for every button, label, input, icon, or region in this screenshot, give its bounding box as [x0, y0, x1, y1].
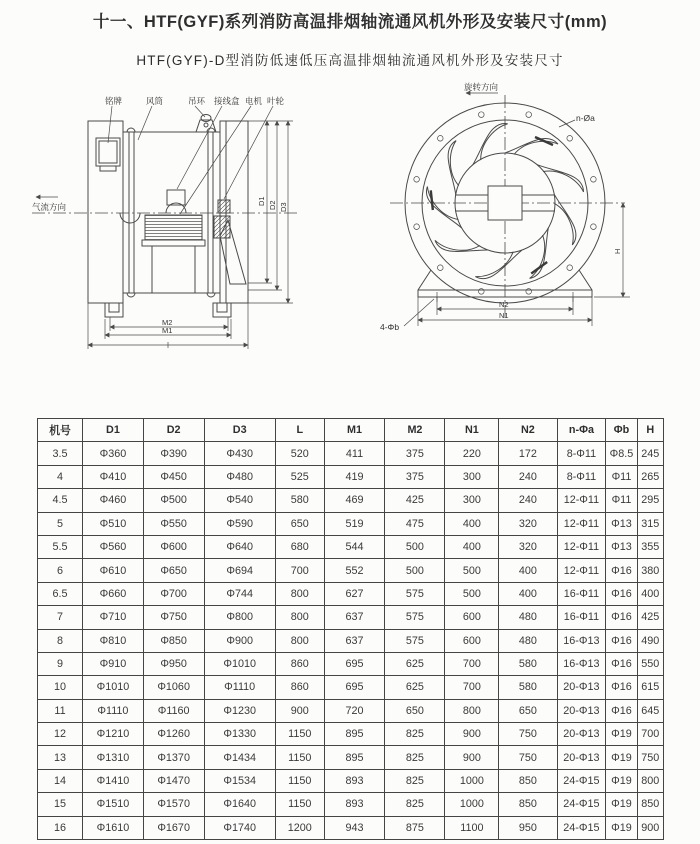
table-cell: 580	[275, 489, 324, 512]
table-cell: 519	[324, 512, 385, 535]
table-cell: 375	[385, 442, 445, 465]
table-cell: 750	[499, 723, 557, 746]
table-cell: Φ550	[143, 512, 204, 535]
table-cell: 24-Φ15	[557, 769, 606, 792]
table-cell: 400	[445, 512, 499, 535]
impeller-blade	[505, 138, 558, 154]
table-cell: 425	[385, 489, 445, 512]
table-cell: 400	[499, 582, 557, 605]
table-row	[38, 559, 664, 582]
table-cell: Φ19	[606, 769, 637, 792]
table-cell: 825	[385, 746, 445, 769]
table-cell: 900	[445, 723, 499, 746]
table-cell: 580	[499, 652, 557, 675]
table-cell: Φ1370	[143, 746, 204, 769]
table-row	[38, 535, 664, 558]
table-cell: 1150	[275, 769, 324, 792]
table-cell: Φ16	[606, 699, 637, 722]
table-cell: Φ560	[83, 535, 144, 558]
table-cell: Φ19	[606, 723, 637, 746]
table-cell: 7	[38, 606, 83, 629]
table-cell: 425	[637, 606, 663, 629]
impeller-blade	[553, 192, 578, 247]
table-body	[38, 442, 664, 840]
table-cell: 650	[275, 512, 324, 535]
table-cell: 625	[385, 676, 445, 699]
table-cell: 943	[324, 816, 385, 839]
table-cell: 860	[275, 676, 324, 699]
table-cell: Φ850	[143, 629, 204, 652]
impeller-shape	[214, 200, 246, 284]
airflow-label: 气流方向	[32, 202, 67, 212]
table-cell: 1000	[445, 769, 499, 792]
column-header: 机号	[38, 419, 83, 442]
mounting-feet	[105, 303, 231, 317]
table-cell: 500	[385, 535, 445, 558]
table-cell: 20-Φ13	[557, 676, 606, 699]
table-cell: 550	[637, 652, 663, 675]
bolt-hole	[567, 265, 573, 271]
table-cell: 6.5	[38, 582, 83, 605]
bolt-hole	[526, 112, 532, 118]
table-cell: Φ910	[83, 652, 144, 675]
table-cell: 700	[445, 676, 499, 699]
table-cell: 490	[637, 629, 663, 652]
table-cell: Φ1110	[83, 699, 144, 722]
table-header-row	[38, 419, 664, 442]
dim-label-h: H	[613, 248, 622, 254]
table-cell: 600	[445, 629, 499, 652]
table-cell: 637	[324, 629, 385, 652]
table-cell: 4.5	[38, 489, 83, 512]
flange-holes-label: n-Øa	[576, 113, 595, 123]
table-cell: Φ1670	[143, 816, 204, 839]
table-cell: Φ11	[606, 489, 637, 512]
table-cell: 575	[385, 606, 445, 629]
table-cell: 400	[499, 559, 557, 582]
table-cell: 16	[38, 816, 83, 839]
label-lifting-ring: 吊环	[188, 96, 206, 106]
table-cell: 172	[499, 442, 557, 465]
table-cell: Φ1534	[204, 769, 275, 792]
table-cell: 700	[275, 559, 324, 582]
table-cell: 1200	[275, 816, 324, 839]
table-cell: Φ510	[83, 512, 144, 535]
dim-label-n1: N1	[499, 311, 509, 320]
table-cell: Φ1740	[204, 816, 275, 839]
diameter-dimensions	[248, 121, 293, 303]
table-cell: 20-Φ13	[557, 746, 606, 769]
table-cell: 10	[38, 676, 83, 699]
table-cell: Φ1330	[204, 723, 275, 746]
column-header: Φb	[606, 419, 637, 442]
table-cell: 240	[499, 465, 557, 488]
table-row	[38, 746, 664, 769]
table-row	[38, 606, 664, 629]
table-cell: 520	[275, 442, 324, 465]
table-cell: Φ13	[606, 535, 637, 558]
table-cell: 500	[445, 582, 499, 605]
label-duct: 风筒	[146, 96, 164, 106]
table-cell: Φ750	[143, 606, 204, 629]
table-cell: 637	[324, 606, 385, 629]
table-cell: 8-Φ11	[557, 442, 606, 465]
table-cell: Φ650	[143, 559, 204, 582]
impeller-blade	[441, 140, 466, 195]
table-cell: 700	[637, 723, 663, 746]
table-cell: Φ16	[606, 629, 637, 652]
column-header: M2	[385, 419, 445, 442]
table-cell: Φ1570	[143, 793, 204, 816]
table-cell: Φ1230	[204, 699, 275, 722]
table-cell: Φ390	[143, 442, 204, 465]
table-cell: Φ1470	[143, 769, 204, 792]
part-labels	[105, 96, 285, 214]
bolt-hole	[438, 265, 444, 271]
dim-label-n2: N2	[499, 300, 509, 309]
table-cell: 24-Φ15	[557, 816, 606, 839]
table-cell: 13	[38, 746, 83, 769]
table-cell: Φ1310	[83, 746, 144, 769]
table-row	[38, 723, 664, 746]
table-cell: 6	[38, 559, 83, 582]
table-cell: 800	[275, 606, 324, 629]
table-cell: Φ744	[204, 582, 275, 605]
table-cell: 1150	[275, 793, 324, 816]
table-cell: 220	[445, 442, 499, 465]
bolt-hole	[591, 224, 597, 230]
table-cell: Φ810	[83, 629, 144, 652]
table-cell: Φ450	[143, 465, 204, 488]
table-cell: Φ8.5	[606, 442, 637, 465]
table-cell: Φ900	[204, 629, 275, 652]
table-cell: 3.5	[38, 442, 83, 465]
table-cell: 419	[324, 465, 385, 488]
table-cell: 680	[275, 535, 324, 558]
table-cell: 15	[38, 793, 83, 816]
length-dimensions	[88, 303, 248, 349]
table-cell: 825	[385, 769, 445, 792]
table-cell: Φ710	[83, 606, 144, 629]
dim-label-m2: M2	[162, 318, 173, 327]
table-cell: 750	[499, 746, 557, 769]
side-view-drawing	[30, 88, 380, 353]
table-cell: 500	[445, 559, 499, 582]
column-header: M1	[324, 419, 385, 442]
dim-label-d3: D3	[279, 202, 288, 212]
table-cell: 825	[385, 793, 445, 816]
table-cell: 800	[275, 582, 324, 605]
table-cell: 500	[385, 559, 445, 582]
table-cell: Φ1434	[204, 746, 275, 769]
table-cell: Φ1160	[143, 699, 204, 722]
table-cell: Φ1060	[143, 676, 204, 699]
bolt-hole	[414, 224, 420, 230]
table-row	[38, 442, 664, 465]
table-cell: 265	[637, 465, 663, 488]
table-cell: 295	[637, 489, 663, 512]
table-cell: 16-Φ11	[557, 582, 606, 605]
table-row	[38, 676, 664, 699]
label-motor: 电机	[245, 96, 263, 106]
table-cell: 695	[324, 652, 385, 675]
table-cell: 650	[499, 699, 557, 722]
column-header: D2	[143, 419, 204, 442]
impeller-blade	[463, 119, 514, 165]
table-cell: 11	[38, 699, 83, 722]
table-cell: 300	[445, 465, 499, 488]
table-cell: Φ11	[606, 465, 637, 488]
table-cell: 1100	[445, 816, 499, 839]
table-row	[38, 582, 664, 605]
table-cell: 895	[324, 723, 385, 746]
bolt-hole	[414, 177, 420, 183]
table-cell: 480	[499, 606, 557, 629]
table-cell: Φ19	[606, 793, 637, 816]
table-cell: 900	[637, 816, 663, 839]
table-cell: Φ640	[204, 535, 275, 558]
table-cell: Φ500	[143, 489, 204, 512]
table-cell: 750	[637, 746, 663, 769]
table-cell: 893	[324, 769, 385, 792]
table-cell: 24-Φ15	[557, 793, 606, 816]
airflow-direction-arrow	[32, 197, 67, 212]
table-cell: 695	[324, 676, 385, 699]
dim-label-m1: M1	[162, 326, 173, 335]
table-cell: 875	[385, 816, 445, 839]
table-cell: Φ410	[83, 465, 144, 488]
table-cell: Φ1260	[143, 723, 204, 746]
table-cell: Φ1010	[83, 676, 144, 699]
table-cell: Φ540	[204, 489, 275, 512]
table-row	[38, 465, 664, 488]
table-cell: 12-Φ11	[557, 512, 606, 535]
label-impeller: 叶轮	[267, 96, 285, 106]
column-header: n-Φa	[557, 419, 606, 442]
impeller-blade	[433, 230, 488, 263]
table-cell: Φ480	[204, 465, 275, 488]
bolt-hole	[567, 136, 573, 142]
table-cell: 1150	[275, 746, 324, 769]
table-cell: 245	[637, 442, 663, 465]
table-cell: 625	[385, 652, 445, 675]
table-row	[38, 769, 664, 792]
table-row	[38, 652, 664, 675]
table-cell: 627	[324, 582, 385, 605]
table-cell: 16-Φ13	[557, 629, 606, 652]
table-cell: 800	[445, 699, 499, 722]
table-cell: Φ1210	[83, 723, 144, 746]
height-dimension	[594, 203, 630, 297]
table-cell: Φ19	[606, 746, 637, 769]
table-cell: 900	[445, 746, 499, 769]
table-row	[38, 512, 664, 535]
table-cell: 12-Φ11	[557, 489, 606, 512]
table-cell: 615	[637, 676, 663, 699]
dim-label-d1: D1	[257, 196, 266, 206]
table-cell: 16-Φ13	[557, 652, 606, 675]
table-cell: Φ19	[606, 816, 637, 839]
table-cell: 400	[637, 582, 663, 605]
table-cell: Φ610	[83, 559, 144, 582]
table-cell: 860	[275, 652, 324, 675]
table-cell: 600	[445, 606, 499, 629]
table-cell: Φ694	[204, 559, 275, 582]
table-cell: 5.5	[38, 535, 83, 558]
table-cell: Φ700	[143, 582, 204, 605]
table-cell: 320	[499, 512, 557, 535]
impeller-blade	[472, 249, 527, 282]
table-row	[38, 699, 664, 722]
table-cell: 380	[637, 559, 663, 582]
table-cell: 893	[324, 793, 385, 816]
rotation-direction	[464, 82, 499, 93]
table-cell: 950	[499, 816, 557, 839]
column-header: D3	[204, 419, 275, 442]
table-cell: Φ460	[83, 489, 144, 512]
table-cell: Φ800	[204, 606, 275, 629]
table-cell: 480	[499, 629, 557, 652]
table-cell: 5	[38, 512, 83, 535]
table-cell: Φ430	[204, 442, 275, 465]
table-cell: 580	[499, 676, 557, 699]
table-cell: Φ360	[83, 442, 144, 465]
base-width-dimensions	[418, 297, 592, 326]
table-cell: 469	[324, 489, 385, 512]
label-junction-box: 接线盒	[214, 96, 240, 106]
table-cell: 850	[637, 793, 663, 816]
table-cell: Φ660	[83, 582, 144, 605]
table-cell: 8-Φ11	[557, 465, 606, 488]
table-cell: Φ600	[143, 535, 204, 558]
table-cell: Φ16	[606, 676, 637, 699]
base-holes-callout	[380, 299, 434, 332]
table-cell: 1150	[275, 723, 324, 746]
table-cell: Φ16	[606, 652, 637, 675]
table-cell: 4	[38, 465, 83, 488]
table-cell: Φ13	[606, 512, 637, 535]
table-cell: 320	[499, 535, 557, 558]
column-header: N1	[445, 419, 499, 442]
table-cell: Φ16	[606, 559, 637, 582]
table-cell: Φ950	[143, 652, 204, 675]
table-cell: 411	[324, 442, 385, 465]
table-cell: 300	[445, 489, 499, 512]
page-title: 十一、HTF(GYF)系列消防高温排烟轴流通风机外形及安装尺寸(mm)	[92, 13, 608, 31]
table-cell: 850	[499, 769, 557, 792]
table-cell: 240	[499, 489, 557, 512]
table-row	[38, 629, 664, 652]
table-cell: Φ1640	[204, 793, 275, 816]
impeller-blade	[521, 227, 561, 281]
table-row	[38, 793, 664, 816]
table-cell: 315	[637, 512, 663, 535]
table-cell: 895	[324, 746, 385, 769]
table-cell: 800	[637, 769, 663, 792]
column-header: N2	[499, 419, 557, 442]
table-cell: 800	[275, 629, 324, 652]
table-cell: 400	[445, 535, 499, 558]
table-cell: Φ1410	[83, 769, 144, 792]
column-header: H	[637, 419, 663, 442]
base-holes-label: 4-Φb	[380, 322, 400, 332]
table-cell: Φ1610	[83, 816, 144, 839]
table-cell: Φ16	[606, 606, 637, 629]
table-cell: 20-Φ13	[557, 699, 606, 722]
table-cell: 1000	[445, 793, 499, 816]
table-cell: 650	[385, 699, 445, 722]
table-cell: 14	[38, 769, 83, 792]
page-subtitle: HTF(GYF)-D型消防低速低压高温排烟轴流通风机外形及安装尺寸	[136, 53, 564, 68]
table-cell: 575	[385, 629, 445, 652]
table-cell: 850	[499, 793, 557, 816]
table-cell: 720	[324, 699, 385, 722]
label-nameplate: 铭牌	[105, 96, 123, 106]
table-row	[38, 816, 664, 839]
bolt-hole	[479, 112, 485, 118]
table-cell: 552	[324, 559, 385, 582]
dimension-table	[37, 418, 664, 840]
bolt-hole	[591, 177, 597, 183]
table-cell: 900	[275, 699, 324, 722]
table-cell: 20-Φ13	[557, 723, 606, 746]
table-cell: 12-Φ11	[557, 559, 606, 582]
table-cell: Φ1110	[204, 676, 275, 699]
table-cell: 475	[385, 512, 445, 535]
table-cell: 645	[637, 699, 663, 722]
table-cell: Φ590	[204, 512, 275, 535]
table-cell: 525	[275, 465, 324, 488]
impeller-blade	[536, 154, 587, 200]
bolt-hole	[479, 289, 485, 295]
table-cell: 700	[445, 652, 499, 675]
table-cell: 575	[385, 582, 445, 605]
motor-shape	[142, 215, 205, 293]
table-cell: 355	[637, 535, 663, 558]
front-view-drawing	[378, 78, 678, 363]
table-cell: 375	[385, 465, 445, 488]
bolt-hole	[526, 289, 532, 295]
table-cell: 16-Φ11	[557, 606, 606, 629]
table-cell: Φ1510	[83, 793, 144, 816]
flange-holes-callout	[559, 113, 595, 127]
table-cell: 8	[38, 629, 83, 652]
table-cell: Φ1010	[204, 652, 275, 675]
table-cell: Φ16	[606, 582, 637, 605]
table-cell: 9	[38, 652, 83, 675]
table-row	[38, 489, 664, 512]
table-cell: 825	[385, 723, 445, 746]
table-cell: 544	[324, 535, 385, 558]
rotation-label: 旋转方向	[464, 82, 499, 92]
column-header: L	[275, 419, 324, 442]
table-cell: 12	[38, 723, 83, 746]
column-header: D1	[83, 419, 144, 442]
dim-label-d2: D2	[268, 200, 277, 210]
table-cell: 12-Φ11	[557, 535, 606, 558]
bolt-hole	[438, 136, 444, 142]
